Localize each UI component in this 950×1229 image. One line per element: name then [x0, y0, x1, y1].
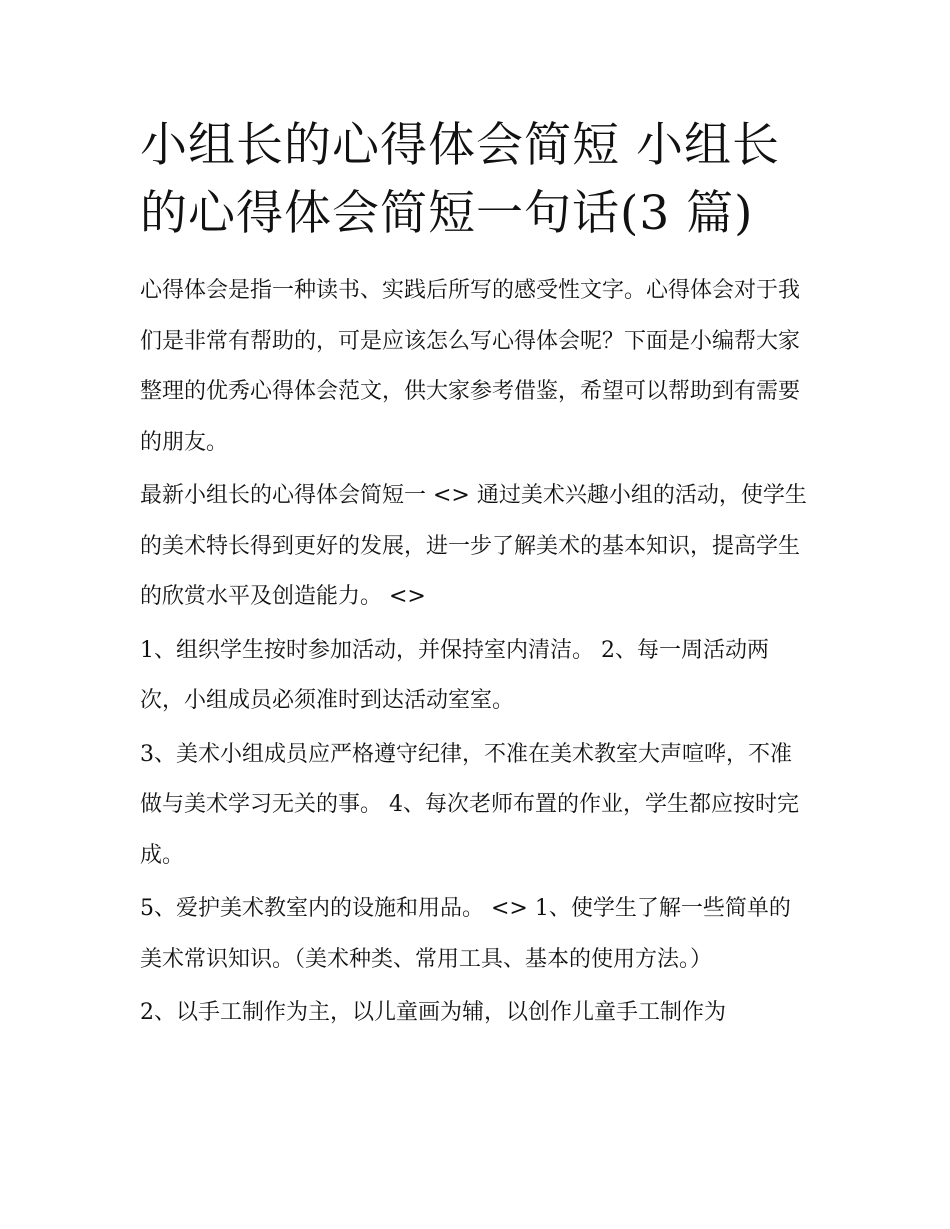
paragraph-rule-5-goal-1: 5、爱护美术教室内的设施和用品。 <> 1、使学生了解一些简单的美术常识知识。（美术种类、常用工具、基本的使用方法。）	[140, 896, 791, 972]
paragraph-rules-3-4: 3、美术小组成员应严格遵守纪律，不准在美术教室大声喧哗，不准做与美术学习无关的事。 4、每次老师布置的作业，学生都应按时完成。	[140, 741, 799, 868]
document-title: 小组长的心得体会简短 小组长的心得体会简短一句话(3 篇)	[140, 118, 780, 241]
paragraph-intro: 心得体会是指一种读书、实践后所写的感受性文字。心得体会对于我们是非常有帮助的，可是应该怎么写心得体会呢？下面是小编帮大家整理的优秀心得体会范文，供大家参考借鉴，希望可以帮助到有需要的朋友。	[140, 278, 801, 455]
paragraph-goal-2: 2、以手工制作为主，以儿童画为辅，以创作儿童手工制作为	[140, 1000, 726, 1025]
document-page	[140, 112, 812, 1042]
paragraph-section-one: 最新小组长的心得体会简短一 <> 通过美术兴趣小组的活动，使学生的美术特长得到更好的发展，进一步了解美术的基本知识，提高学生的欣赏水平及创造能力。 <>	[140, 483, 807, 609]
paragraph-rules-1-2: 1、组织学生按时参加活动，并保持室内清洁。 2、每一周活动两次，小组成员必须准时到达活动室室。	[140, 637, 769, 713]
